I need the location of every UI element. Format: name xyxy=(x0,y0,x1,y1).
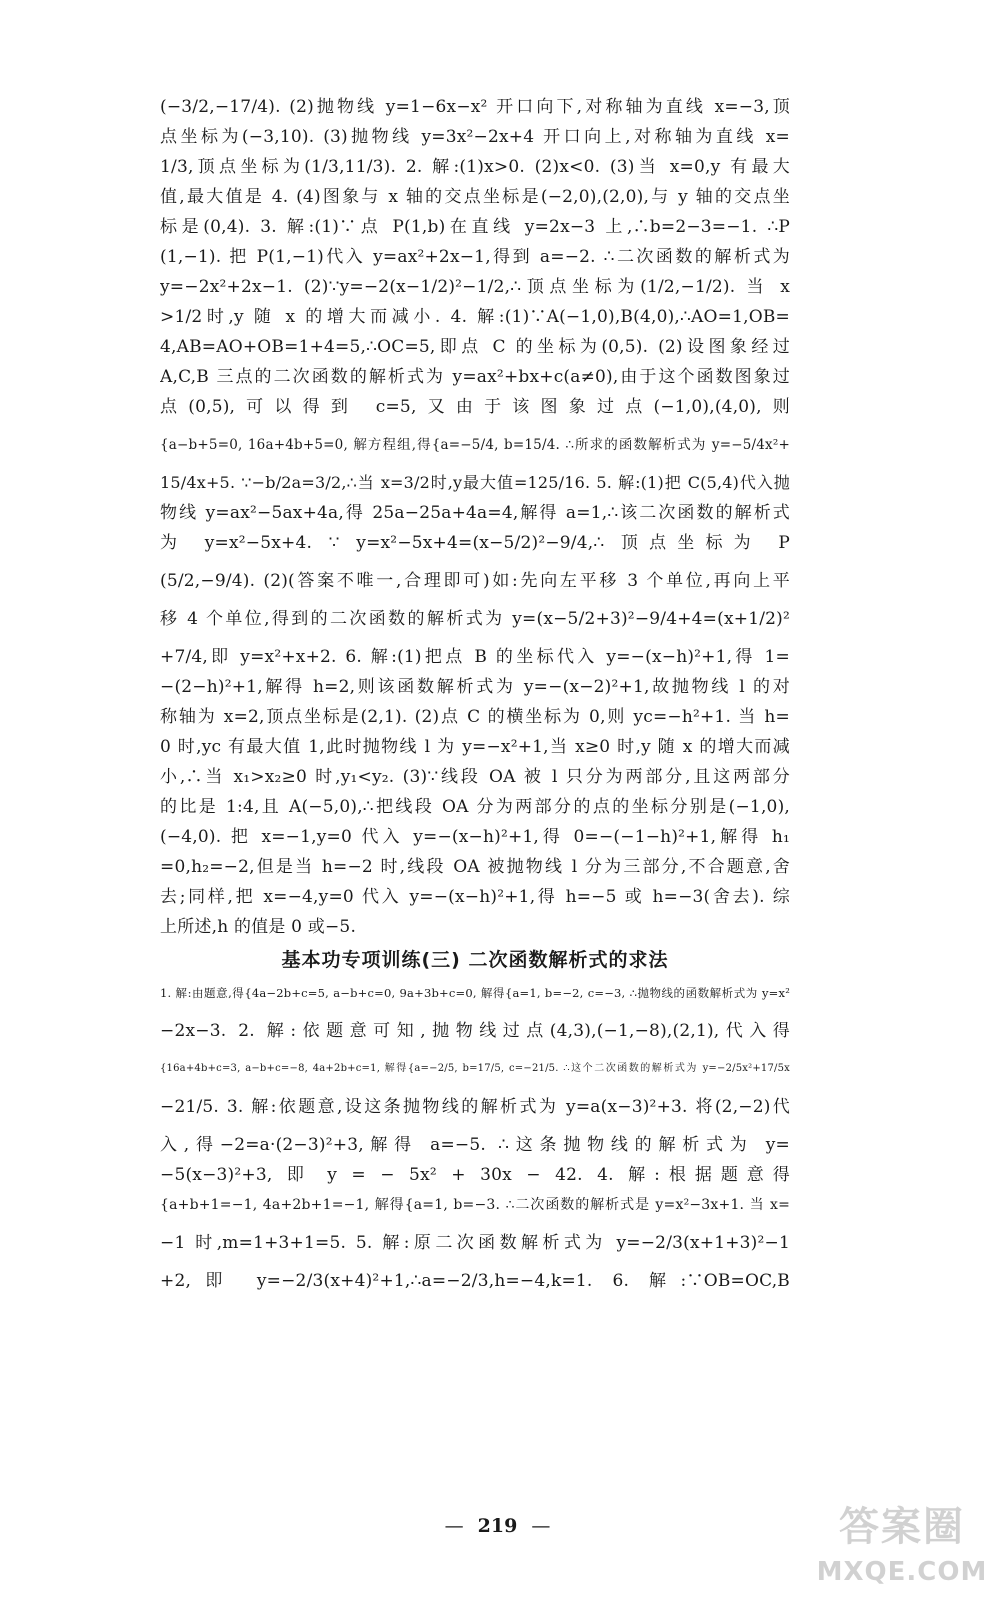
text-line: 标是(0,4). 3. 解:(1)∵点 P(1,b)在直线 y=2x−3 上,∴b=2−3=−1. ∴P xyxy=(160,217,790,237)
text-line: {16a+4b+c=3, a−b+c=−8, 4a+2b+c=1, 解得{a=−2/5, b=17/5, c=−21/5. ∴这个二次函数的解析式为 y=−2/5x²+17/5x xyxy=(160,1063,790,1074)
text-line: (5/2,−9/4). (2)(答案不唯一,合理即可)如:先向左平移 3 个单位,再向上平 xyxy=(160,571,790,591)
text-line: −(2−h)²+1,解得 h=2,则该函数解析式为 y=−(x−2)²+1,故抛物线 l 的对 xyxy=(160,677,790,697)
text-line: 点(0,5),可以得到 c=5,又由于该图象过点(−1,0),(4,0),则 xyxy=(160,397,790,417)
text-line: (−4,0). 把 x=−1,y=0 代入 y=−(x−h)²+1,得 0=−(−1−h)²+1,解得 h₁ xyxy=(160,827,790,847)
text-line: >1/2时,y 随 x 的增大而减小. 4. 解:(1)∵A(−1,0),B(4,0),∴AO=1,OB= xyxy=(160,307,790,327)
text-line: {a−b+5=0, 16a+4b+5=0, 解方程组,得{a=−5/4, b=15/4. ∴所求的函数解析式为 y=−5/4x²+ xyxy=(160,437,790,453)
text-line: 的比是 1:4,且 A(−5,0),∴把线段 OA 分为两部分的点的坐标分别是(−1,0), xyxy=(160,797,790,817)
text-line: A,C,B 三点的二次函数的解析式为 y=ax²+bx+c(a≠0),由于这个函数图象过 xyxy=(160,367,790,387)
text-line: 0 时,yc 有最大值 1,此时抛物线 l 为 y=−x²+1,当 x≥0 时,y 随 x 的增大而减 xyxy=(160,737,790,757)
footer-dash-right: — xyxy=(531,1515,551,1537)
text-line: −5(x−3)²+3, 即 y = − 5x² + 30x − 42. 4. 解:根据题意得 xyxy=(160,1165,790,1185)
text-line: 1. 解:由题意,得{4a−2b+c=5, a−b+c=0, 9a+3b+c=0, 解得{a=1, b=−2, c=−3, ∴抛物线的函数解析式为 y=x² xyxy=(160,986,790,1000)
text-line: −2x−3. 2. 解:依题意可知,抛物线过点(4,3),(−1,−8),(2,1),代入得 xyxy=(160,1021,790,1041)
text-line: 1/3,顶点坐标为(1/3,11/3). 2. 解:(1)x>0. (2)x<0. (3)当 x=0,y 有最大 xyxy=(160,157,790,177)
text-line: (1,−1). 把 P(1,−1)代入 y=ax²+2x−1,得到 a=−2. ∴二次函数的解析式为 xyxy=(160,247,790,267)
text-line: 为 y=x²−5x+4. ∵ y=x²−5x+4=(x−5/2)²−9/4,∴ 顶点坐标为 P xyxy=(160,533,790,553)
text-line: −21/5. 3. 解:依题意,设这条抛物线的解析式为 y=a(x−3)²+3. 将(2,−2)代 xyxy=(160,1097,790,1117)
text-line: {a+b+1=−1, 4a+2b+1=−1, 解得{a=1, b=−3. ∴二次函数的解析式是 y=x²−3x+1. 当 x= xyxy=(160,1197,790,1213)
text-line: 去;同样,把 x=−4,y=0 代入 y=−(x−h)²+1,得 h=−5 或 h=−3(舍去). 综 xyxy=(160,887,790,907)
text-line: 入,得−2=a·(2−3)²+3,解得 a=−5. ∴这条抛物线的解析式为 y= xyxy=(160,1135,790,1155)
text-line: −1 时,m=1+3+1=5. 5. 解:原二次函数解析式为 y=−2/3(x+1+3)²−1 xyxy=(160,1233,790,1253)
text-line: 上所述,h 的值是 0 或−5. xyxy=(160,917,357,937)
text-line: 4,AB=AO+OB=1+4=5,∴OC=5,即点 C 的坐标为(0,5). (2)设图象经过 xyxy=(160,337,790,357)
footer-dash-left: — xyxy=(444,1515,464,1537)
text-line: 小,∴当 x₁>x₂≥0 时,y₁<y₂. (3)∵线段 OA 被 l 只分为两部分,且这两部分 xyxy=(160,767,790,787)
watermark-title: 答案圈 xyxy=(839,1504,965,1550)
answer-text-column xyxy=(160,92,790,1296)
watermark-logo xyxy=(812,1495,992,1599)
section-heading: 基本功专项训练(三) 二次函数解析式的求法 xyxy=(281,949,669,971)
text-line: +7/4,即 y=x²+x+2. 6. 解:(1)把点 B 的坐标代入 y=−(x−h)²+1,得 1= xyxy=(160,647,790,667)
text-line: (−3/2,−17/4). (2)抛物线 y=1−6x−x² 开口向下,对称轴为直线 x=−3,顶 xyxy=(160,97,790,117)
text-line: 称轴为 x=2,顶点坐标是(2,1). (2)点 C 的横坐标为 0,则 yc=−h²+1. 当 h= xyxy=(160,707,790,727)
watermark-url: MXQE.COM xyxy=(816,1557,988,1587)
text-line: =0,h₂=−2,但是当 h=−2 时,线段 OA 被抛物线 l 分为三部分,不合题意,舍 xyxy=(160,857,790,877)
text-line: 值,最大值是 4. (4)图象与 x 轴的交点坐标是(−2,0),(2,0),与 y 轴的交点坐 xyxy=(160,187,790,207)
text-line: y=−2x²+2x−1. (2)∵y=−2(x−1/2)²−1/2,∴顶点坐标为(1/2,−1/2). 当 x xyxy=(160,277,790,297)
text-line: +2,即 y=−2/3(x+4)²+1,∴a=−2/3,h=−4,k=1. 6. 解:∵OB=OC,B xyxy=(160,1271,790,1291)
text-line: 点坐标为(−3,10). (3)抛物线 y=3x²−2x+4 开口向上,对称轴为直线 x= xyxy=(160,127,790,147)
page-number: 219 xyxy=(477,1515,518,1537)
text-line: 物线 y=ax²−5ax+4a,得 25a−25a+4a=4,解得 a=1,∴该二次函数的解析式 xyxy=(160,503,790,523)
text-line: 移 4 个单位,得到的二次函数的解析式为 y=(x−5/2+3)²−9/4+4=(x+1/2)² xyxy=(160,609,790,629)
text-line: 15/4x+5. ∵−b/2a=3/2,∴当 x=3/2时,y最大值=125/16. 5. 解:(1)把 C(5,4)代入抛 xyxy=(160,473,790,492)
